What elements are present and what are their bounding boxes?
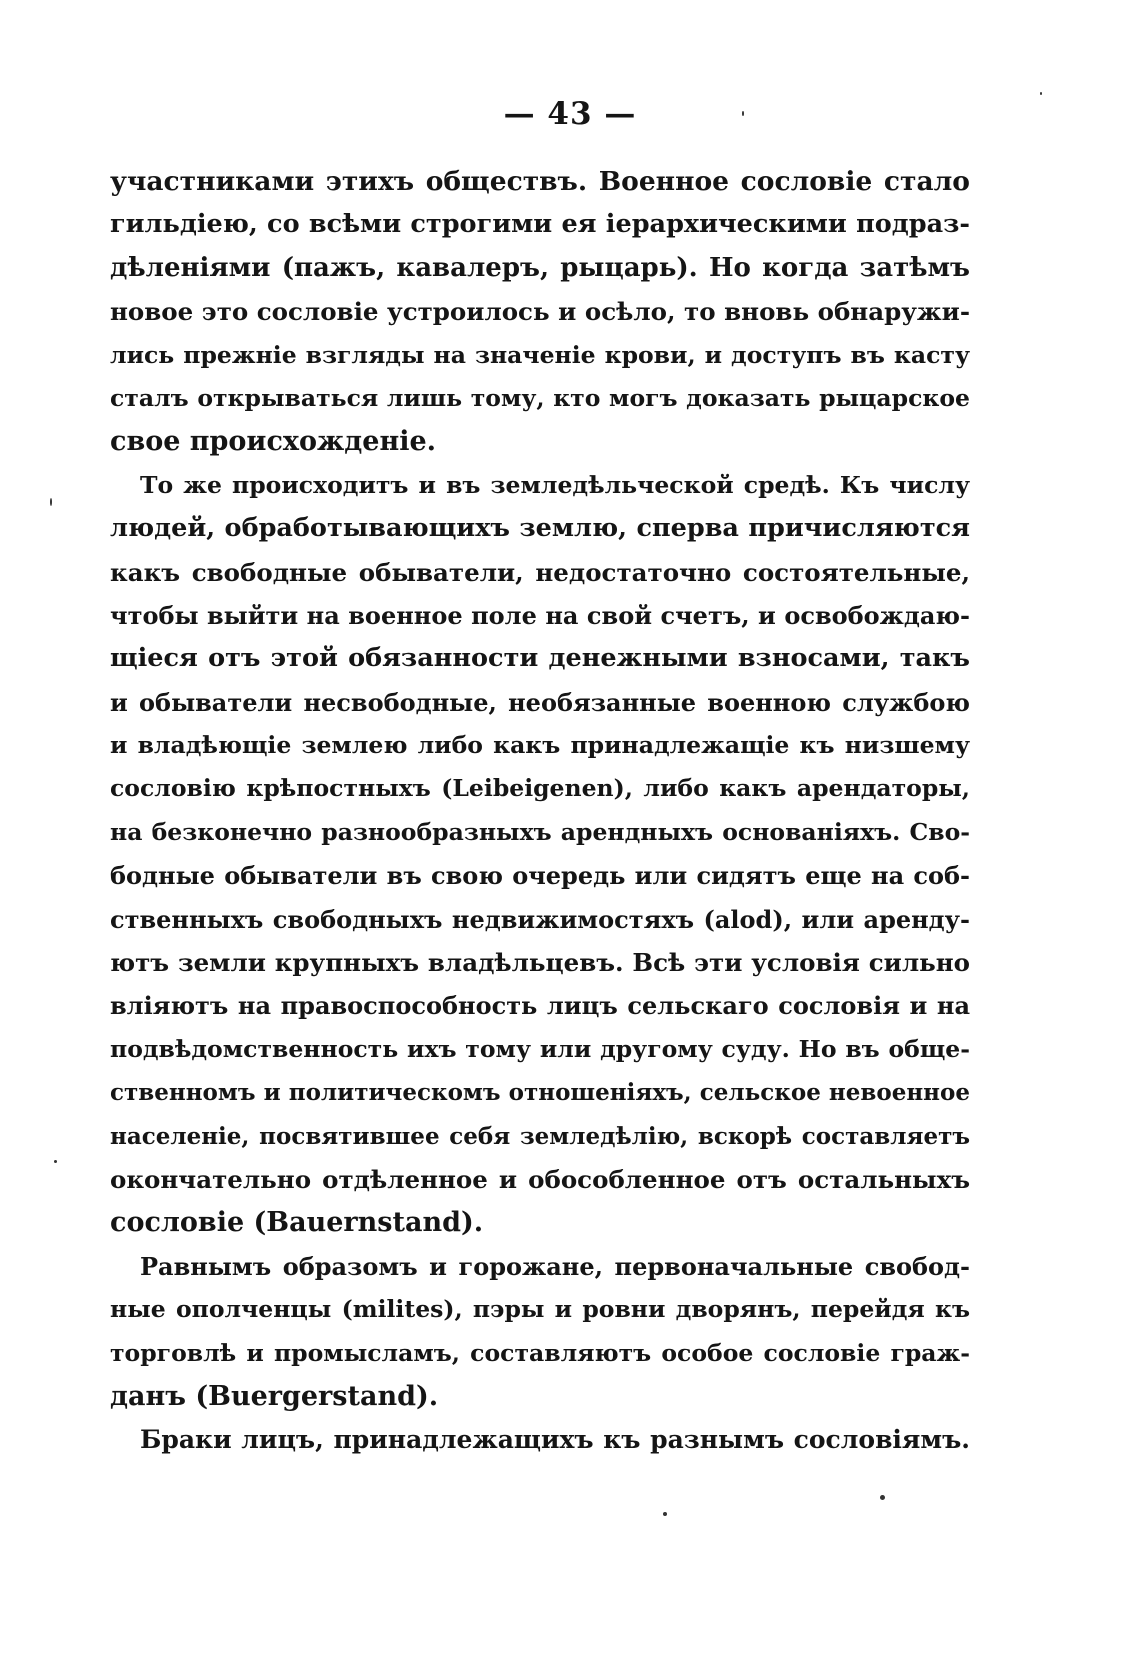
text-line: ные ополченцы (milites), пэры и ровни дворянъ, перейдя къ (110, 1295, 970, 1324)
scan-speck (54, 1160, 57, 1163)
text-line: населеніе, посвятившее себя земледѣлію, вскорѣ составляетъ (110, 1122, 970, 1150)
text-line: сословіе (Bauernstand). (110, 1207, 484, 1239)
text-line: гильдіею, со всѣми строгими ея іерархическими подраз- (110, 209, 970, 240)
scan-speck (663, 1512, 667, 1516)
text-line: и владѣющіе землею либо какъ принадлежащіе къ низшему (110, 731, 970, 760)
text-line: сословію крѣпостныхъ (Leibeigenen), либо какъ арендаторы, (110, 774, 970, 803)
text-line: окончательно отдѣленное и обособленное отъ остальныхъ (110, 1164, 970, 1194)
paragraph-2 (110, 464, 970, 1245)
text-line: данъ (Buergerstand). (110, 1380, 439, 1412)
text-line: ственномъ и политическомъ отношеніяхъ, сельское невоенное (110, 1079, 970, 1107)
text-line: вліяютъ на правоспособность лицъ сельскаго сословія и на (110, 991, 970, 1021)
paragraph-4 (110, 1418, 970, 1461)
text-line: Браки лицъ, принадлежащихъ къ разнымъ сословіямъ. (140, 1425, 970, 1455)
text-line: То же происходитъ и въ земледѣльческой средѣ. Къ числу (140, 470, 970, 499)
text-line: свое происхожденіе. (110, 426, 437, 458)
text-line: сталъ открываться лишь тому, кто могъ доказать рыцарское (110, 383, 970, 412)
text-line: ственныхъ свободныхъ недвижимостяхъ (alod), или аренду- (110, 904, 970, 934)
text-line: подвѣдомственность ихъ тому или другому суду. Но въ обще- (110, 1034, 970, 1063)
scan-speck (50, 498, 52, 506)
page-number: — 43 — (503, 96, 637, 132)
text-line: Равнымъ образомъ и горожане, первоначальные свобод- (140, 1251, 970, 1281)
text-line: дѣленіями (пажъ, кавалеръ, рыцарь). Но когда затѣмъ (110, 252, 970, 283)
scan-speck (1040, 92, 1042, 95)
text-line: на безконечно разнообразныхъ арендныхъ основаніяхъ. Сво- (110, 817, 970, 846)
paragraph-1 (110, 160, 970, 464)
text-line: торговлѣ и промысламъ, составляютъ особое сословіе граж- (110, 1338, 970, 1367)
text-line: и обыватели несвободные, необязанные военною службою (110, 687, 970, 717)
text-line: участниками этихъ обществъ. Военное сословіе стало (110, 166, 970, 197)
text-line: ютъ земли крупныхъ владѣльцевъ. Всѣ эти условія сильно (110, 948, 970, 978)
paragraph-3 (110, 1245, 970, 1419)
body-text (110, 160, 970, 1462)
text-line: какъ свободные обыватели, недостаточно состоятельные, (110, 557, 970, 587)
text-line: лись прежніе взгляды на значеніе крови, и доступъ въ касту (110, 340, 970, 369)
text-line: чтобы выйти на военное поле на свой счетъ, и освобождаю- (110, 600, 970, 630)
text-line: новое это сословіе устроилось и осѣло, то вновь обнаружи- (110, 297, 970, 327)
text-line: людей, обработывающихъ землю, сперва причисляются (110, 513, 970, 544)
text-line: щіеся отъ этой обязанности денежными взносами, такъ (110, 643, 970, 674)
scan-speck (742, 111, 744, 116)
scan-speck (880, 1495, 885, 1500)
text-line: бодные обыватели въ свою очередь или сидятъ еще на соб- (110, 861, 970, 891)
